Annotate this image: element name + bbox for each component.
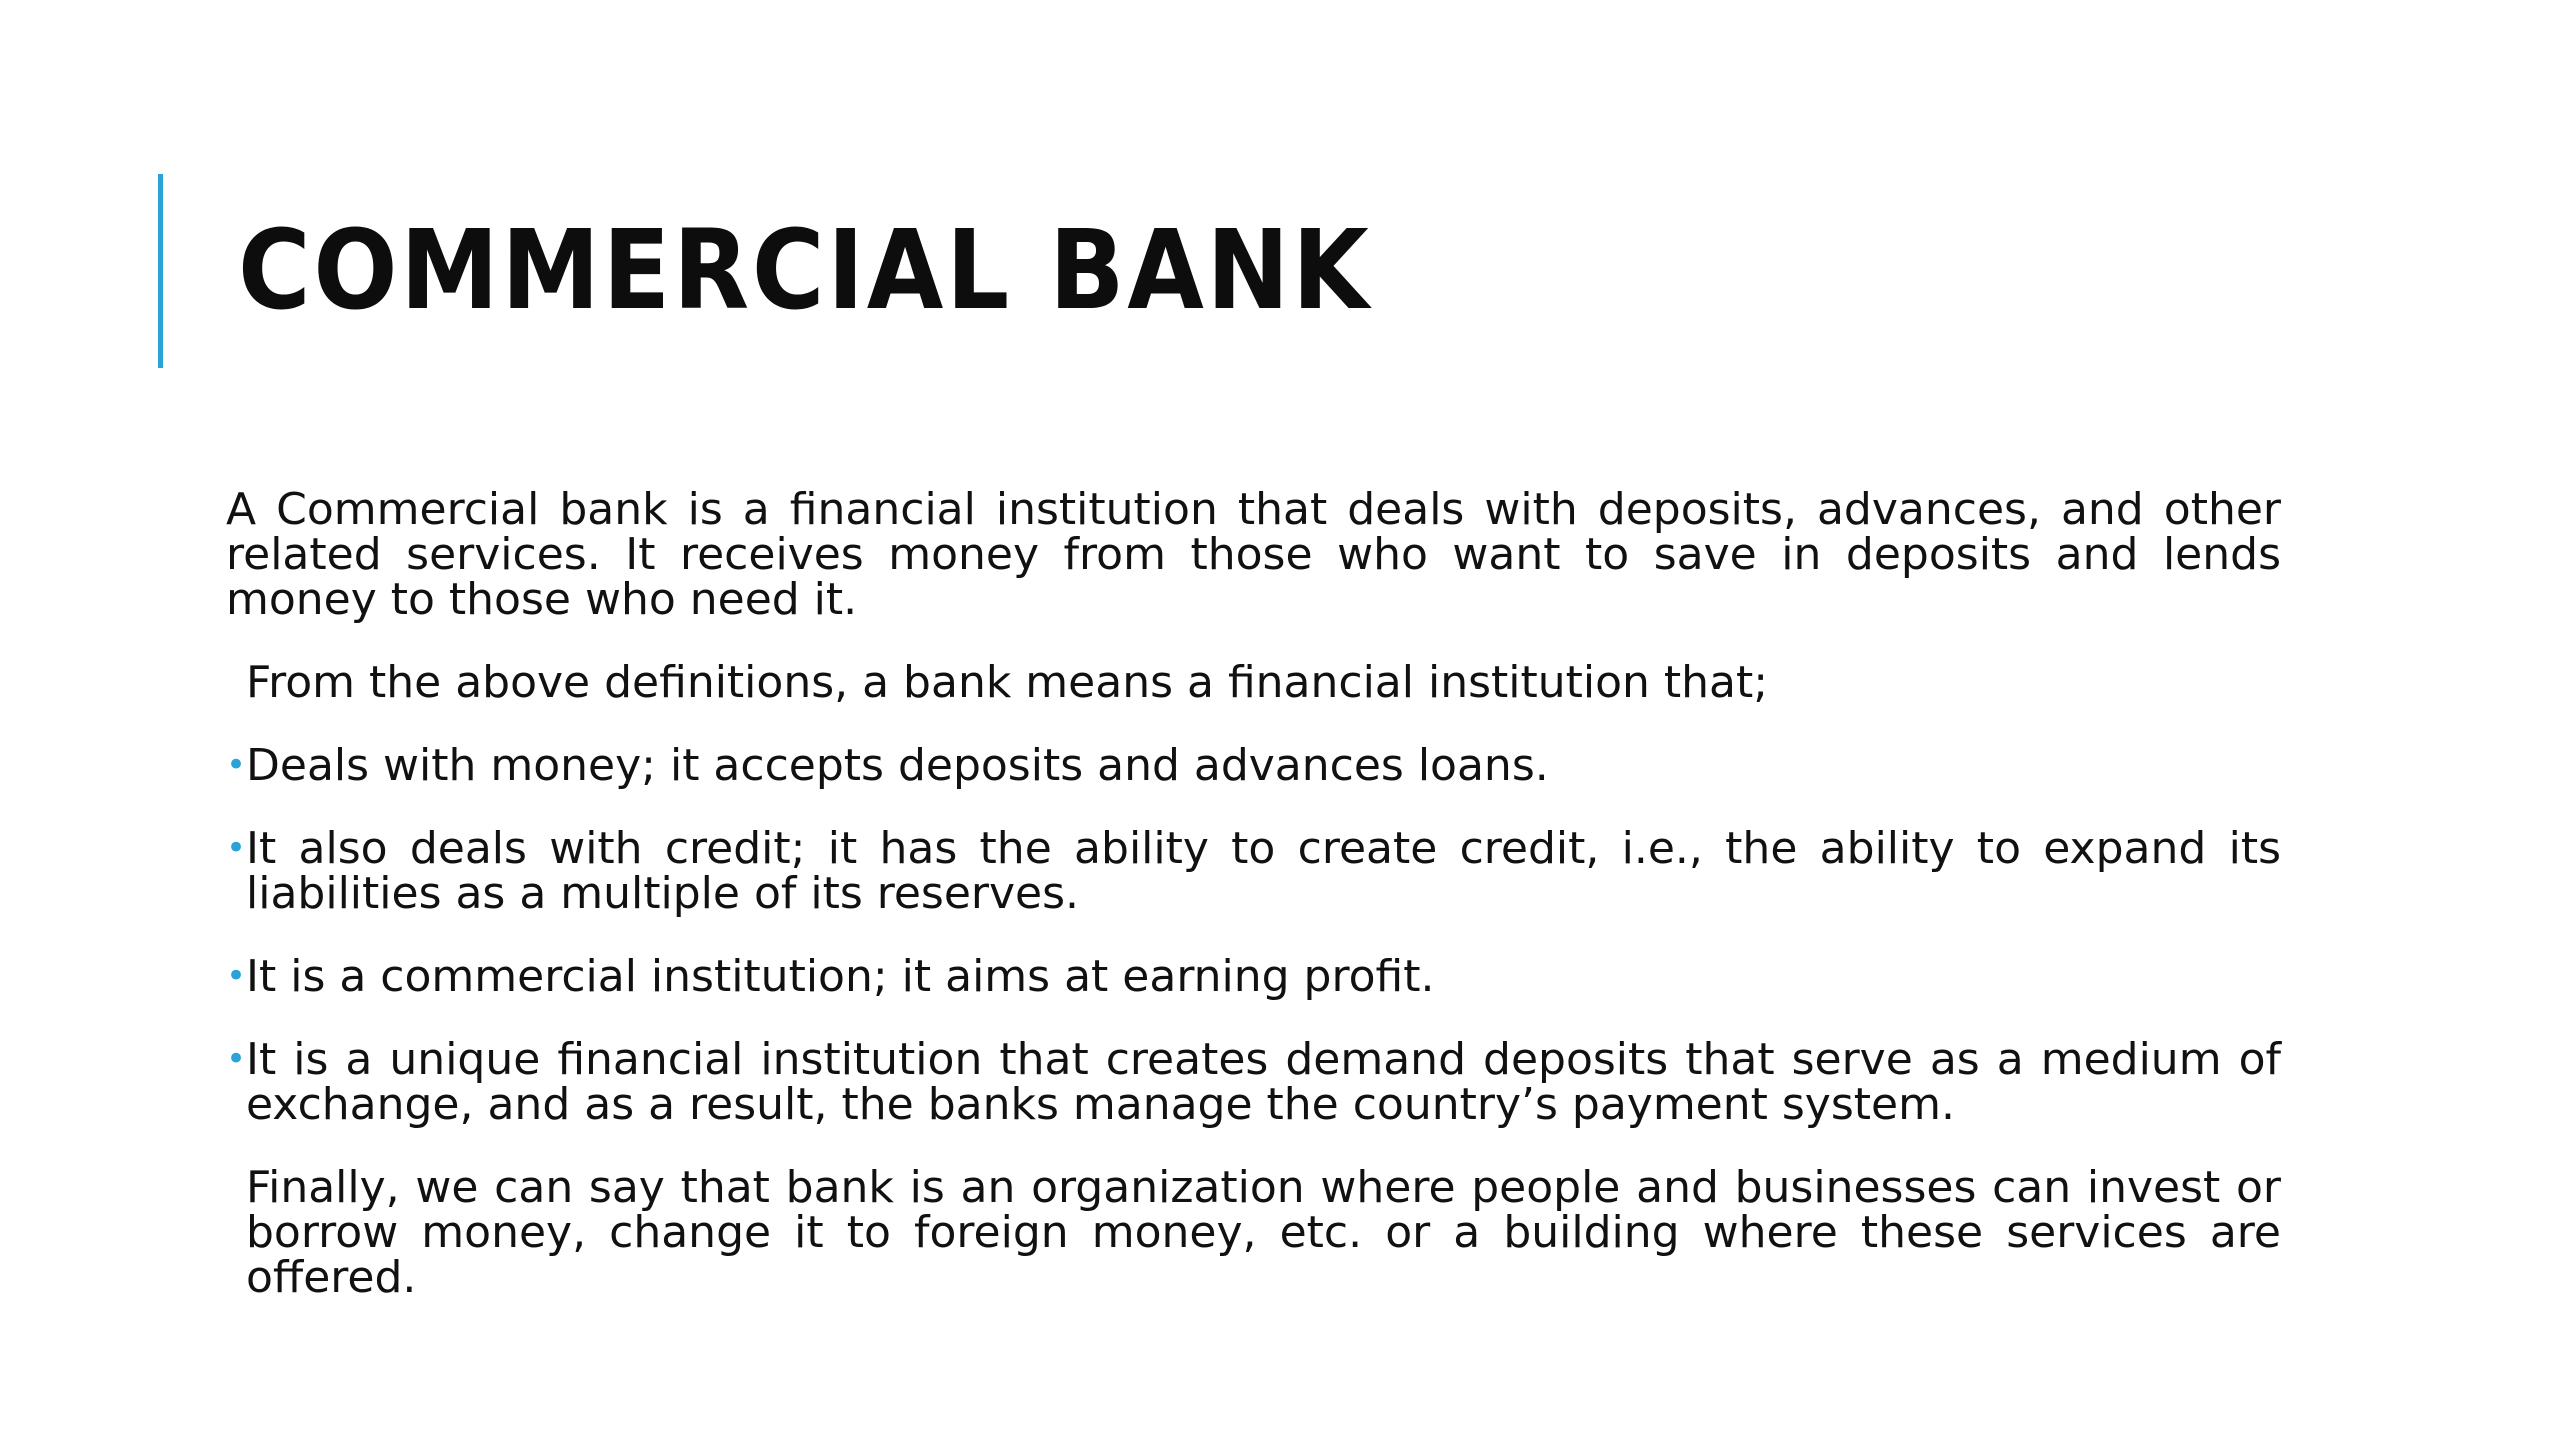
bullet-text: Deals with money; it accepts deposits and advances loans. bbox=[246, 740, 1549, 791]
intro-paragraph: A Commercial bank is a financial institution that deals with deposits, advances, and other related services. It receives money from those who want to save in deposits and lends money to those who need it. bbox=[226, 484, 2281, 625]
lead-paragraph: From the above definitions, a bank means a financial institution that; bbox=[246, 657, 1769, 708]
bullet-text: It is a unique financial institution that creates demand deposits that serve as a medium of exchange, and as a result, the banks manage the country’s payment system. bbox=[246, 1034, 2281, 1130]
bullet-item bbox=[226, 1034, 2281, 1130]
bullet-item bbox=[226, 740, 2281, 791]
slide-body bbox=[226, 484, 2281, 1338]
bullet-icon: • bbox=[226, 828, 247, 868]
bullet-icon: • bbox=[226, 745, 247, 785]
title-accent-bar bbox=[158, 174, 163, 368]
bullet-item bbox=[226, 951, 2281, 1002]
bullet-item bbox=[226, 823, 2281, 919]
bullet-icon: • bbox=[226, 1039, 247, 1079]
bullet-text: It is a commercial institution; it aims at earning profit. bbox=[246, 951, 1435, 1002]
bullet-icon: • bbox=[226, 956, 247, 996]
slide-title: COMMERCIAL BANK bbox=[238, 206, 1372, 334]
conclusion-paragraph: Finally, we can say that bank is an organization where people and businesses can invest or borrow money, change it to foreign money, etc. or a building where these services are offered. bbox=[246, 1162, 2281, 1303]
bullet-text: It also deals with credit; it has the ability to create credit, i.e., the ability to expand its liabilities as a multiple of its reserves. bbox=[246, 823, 2281, 919]
